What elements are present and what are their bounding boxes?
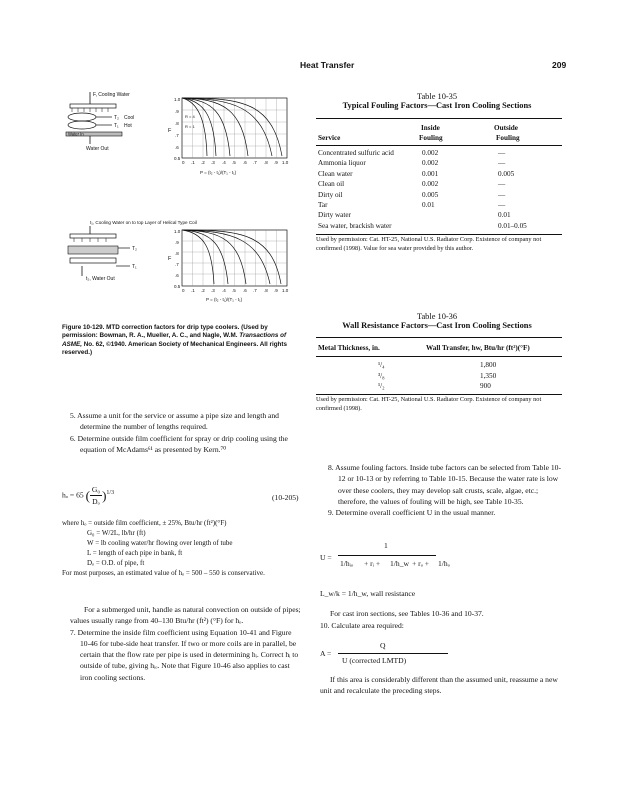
step-9: 9. Determine overall coefficient U in the usual manner. [328, 508, 496, 518]
x-tick: .2 [201, 288, 205, 293]
y-tick: .6 [175, 145, 179, 150]
right-column [320, 462, 564, 518]
page-number: 209 [552, 60, 567, 70]
hot-label: Hot [124, 123, 132, 129]
x-tick: .4 [222, 160, 226, 165]
table-cell: 900 [480, 382, 491, 390]
table-cell: 1,800 [480, 361, 497, 369]
table-cell: — [498, 190, 506, 199]
table-cell: 0.002 [422, 149, 439, 157]
a-denominator: U (corrected LMTD) [342, 656, 407, 665]
table-number: Table 10-35 [416, 92, 458, 101]
running-header: Heat Transfer [300, 60, 355, 70]
table-cell: Clean oil [318, 180, 345, 189]
table-cell: ³/₈ [378, 371, 385, 380]
where-line: L = length of each pipe in bank, ft [87, 549, 183, 557]
step-7: 7. Determine the inside film coefficient using Equation 10-41 and Figure 10-46 for tube-side heat transfer. If two or more coils are in parallel, be certain that the flow rate per pipe is used in determining hᵢ. Correct hᵢ to outside of tube, giving hᵢₒ. Note that Figure 10-46 also applies to cast iron cooling sections. [70, 627, 299, 682]
table-rule [316, 234, 562, 235]
where-block [62, 518, 302, 578]
wall-resistance-line: L_w/k = 1/h_w, wall resistance [320, 589, 416, 598]
table-rule [316, 394, 562, 395]
final-paragraph-block [320, 674, 564, 697]
table-rule [316, 145, 562, 146]
x-tick: .6 [243, 160, 247, 165]
table-cell: 0.01 [422, 201, 435, 209]
bottom-t1-label: T₁ [132, 264, 137, 270]
eq-number: (10-205) [272, 493, 299, 502]
a-lhs: A = [320, 649, 332, 658]
x-tick: .3 [211, 160, 215, 165]
y-tick: .6 [175, 273, 179, 278]
y-tick: .7 [175, 262, 179, 267]
table-cell: Ammonia liquor [318, 159, 366, 168]
x-tick: .1 [191, 160, 195, 165]
x-tick: 1.0 [282, 160, 289, 165]
table-title: Wall Resistance Factors—Cast Iron Cooling Sections [342, 321, 532, 330]
caption-italic: Transactions of ASME, [62, 332, 287, 348]
table-rule [316, 337, 562, 338]
y-tick: .9 [175, 109, 179, 114]
u-term: 1/hₒ [438, 559, 450, 568]
table-10-35-heading [312, 92, 562, 110]
step-5: 5. Assume a unit for the service or assume a pipe size and length and determine the number of lengths required. [70, 411, 279, 432]
x-tick: .9 [274, 288, 278, 293]
table-number: Table 10-36 [416, 312, 458, 321]
y-axis-label: F [168, 128, 172, 134]
x-axis-label: P = (t₂ - t₁)/(T₁ - t₁) [206, 297, 243, 302]
water-in-label: Water In [68, 131, 84, 137]
area-equation [320, 640, 564, 668]
y-tick: .9 [175, 240, 179, 245]
t1-label: T₁ [114, 123, 119, 129]
x-axis-label: P = (t₂ - t₁)/(T₁ - t₁) [200, 170, 237, 175]
mtd-correction-figure [62, 90, 294, 312]
y-tick: 0.5 [174, 284, 181, 289]
y-tick: 1.0 [174, 97, 181, 102]
caption-rest: No. 62, ©1940. American Society of Mechanical Engineers. All rights reserved.) [62, 340, 287, 356]
x-tick: .8 [264, 288, 268, 293]
step-6: 6. Determine outside film coefficient for spray or drip cooling using the equation of McAdams⁶¹ as presented by Kern.⁷⁰ [70, 433, 288, 454]
eq-numerator: G₀ [90, 484, 102, 496]
table-10-35-note: Used by permission: Cat. HT-25, National U.S. Radiator Corp. Existence of company not confirmed (1998). Value for sea water provided by this author. [316, 236, 542, 252]
y-tick: .7 [175, 133, 179, 138]
table-cell: 0.01 [498, 211, 511, 220]
a-numerator: Q [380, 641, 386, 650]
table-title: Typical Fouling Factors—Cast Iron Cooling Sections [342, 101, 532, 110]
where-line: Dₒ = O.D. of pipe, ft [87, 559, 145, 567]
col-header: Fouling [496, 134, 520, 142]
table-10-36-note: Used by permission: Cat. HT-25, National U.S. Radiator Corp. Existence of company not confirmed (1998). [316, 396, 542, 412]
col-header: Service [318, 134, 341, 142]
x-tick: .1 [191, 288, 195, 293]
x-tick: .3 [211, 288, 215, 293]
table-cell: — [498, 201, 506, 209]
y-tick: .8 [175, 121, 179, 126]
final-paragraph: If this area is considerably different than the assumed unit, reassume a new unit and recalculate the preceding steps. [320, 675, 558, 696]
col-header: Outside [494, 124, 518, 132]
bottom-water-out-label: t₂, Water Out [86, 276, 115, 282]
table-cell: Dirty water [318, 211, 351, 220]
left-column [62, 410, 302, 455]
table-cell: 0.002 [422, 159, 439, 168]
table-cell: ¹/₂ [378, 382, 385, 390]
table-cell: 0.005 [498, 169, 515, 178]
water-out-label: Water Out [86, 146, 109, 152]
right-column-lower [320, 588, 564, 631]
eq-fraction [90, 484, 102, 508]
y-axis-label: F [168, 256, 172, 262]
x-tick: 0 [182, 288, 185, 293]
table-cell: Sea water, brackish water [318, 221, 392, 230]
u-term: + rᵢ + [364, 559, 381, 568]
purpose-line: For most purposes, an estimated value of hₒ = 500 – 550 is conservative. [62, 569, 265, 577]
cooling-water-label: F, Cooling Water [93, 92, 130, 98]
figure-caption [62, 324, 298, 357]
where-line: G₀ = W/2L, lb/hr (ft) [87, 529, 146, 537]
table-cell: 1,350 [480, 371, 497, 380]
left-column-lower [62, 604, 302, 683]
x-tick: .4 [222, 288, 226, 293]
cast-iron-line: For cast iron sections, see Tables 10-36 and 10-37. [330, 609, 484, 619]
col-header: Metal Thickness, in. [318, 344, 380, 352]
eq-denominator: Dₒ [92, 497, 100, 507]
table-cell: 0.001 [422, 169, 439, 178]
col-header: Inside [421, 124, 440, 132]
u-term: 1/h_w [390, 559, 409, 568]
bottom-t2-label: T₂ [132, 246, 137, 252]
u-lhs: U = [320, 553, 332, 562]
u-numerator: 1 [384, 541, 388, 550]
x-tick: 0 [182, 160, 185, 165]
y-tick: 1.0 [174, 229, 181, 234]
u-term: + rₒ + [412, 559, 430, 568]
table-cell: Concentrated sulfuric acid [318, 149, 394, 157]
x-tick: .5 [232, 288, 236, 293]
t2-label: T₂ [114, 115, 119, 121]
u-equation [320, 540, 564, 584]
col-header: Fouling [419, 134, 443, 142]
cool-label: Cool [124, 115, 135, 121]
where-line: where hₒ = outside film coefficient, ± 25%, Btu/hr (ft²)(°F) [62, 519, 227, 527]
x-tick: .6 [243, 288, 247, 293]
table-10-36-heading [312, 312, 562, 330]
table-cell: 0.01–0.05 [498, 221, 527, 230]
table-cell: ¹/₄ [378, 361, 385, 369]
x-tick: .7 [253, 288, 257, 293]
bottom-diagram-title: t₁, Cooling Water on to top Layer of Helical Type Coil [90, 220, 197, 225]
submerged-paragraph: For a submerged unit, handle as natural convection on outside of pipes; values usually range from 40–130 Btu/hr (ft²) (°F) for hₒ. [70, 605, 301, 626]
step-8: 8. Assume fouling factors. Inside tube factors can be selected from Table 10-12 or 10-13 or by referring to Table 10-15. Because the water rate is low over these coolers, they may develop salt crusts, scale, algae, etc.; therefore, the values of fouling will be high, see Table 10-35. [328, 463, 561, 506]
x-tick: .7 [253, 160, 257, 165]
eq-exponent: 1/3 [106, 490, 115, 497]
table-cell: — [498, 149, 506, 157]
table-cell: Tar [318, 201, 328, 209]
x-tick: 1.0 [282, 288, 289, 293]
x-tick: .8 [264, 160, 268, 165]
table-cell: 0.002 [422, 180, 439, 189]
table-cell: Dirty oil [318, 190, 343, 199]
x-tick: .2 [201, 160, 205, 165]
table-cell: 0.005 [422, 190, 439, 199]
eq-lhs: hₒ = 65 [62, 490, 84, 500]
col-header: Wall Transfer, hw, Btu/hr (ft²)(°F) [426, 344, 530, 352]
caption-label: Figure 10-129. [62, 324, 105, 331]
where-line: W = lb cooling water/hr flowing over length of tube [87, 539, 233, 547]
table-cell: Clean water [318, 169, 353, 178]
table-rule [316, 356, 562, 357]
x-tick: .5 [232, 160, 236, 165]
y-tick: 0.5 [174, 156, 181, 161]
equation-10-205: hₒ = 65 ( $\frac{\text{G₀}}{\text{Dₒ}}$ )$^{1/3}$ (10-205) [62, 485, 299, 507]
table-rule [316, 118, 562, 119]
y-tick: .8 [175, 251, 179, 256]
caption-text: MTD correction factors for drip type coolers. (Used by permission: Bowman, R. A., Mueller, A. C., and Nagle, W.M. [62, 324, 268, 340]
table-cell: — [498, 159, 506, 168]
step-10: 10. Calculate area required: [320, 620, 404, 630]
r-label: R = 1 [185, 124, 195, 129]
x-tick: .9 [274, 160, 278, 165]
u-term: 1/hᵢₒ [340, 559, 354, 568]
table-cell: — [498, 180, 506, 189]
r-label: R = 4 [185, 114, 195, 119]
figure-10-129 [62, 90, 294, 312]
